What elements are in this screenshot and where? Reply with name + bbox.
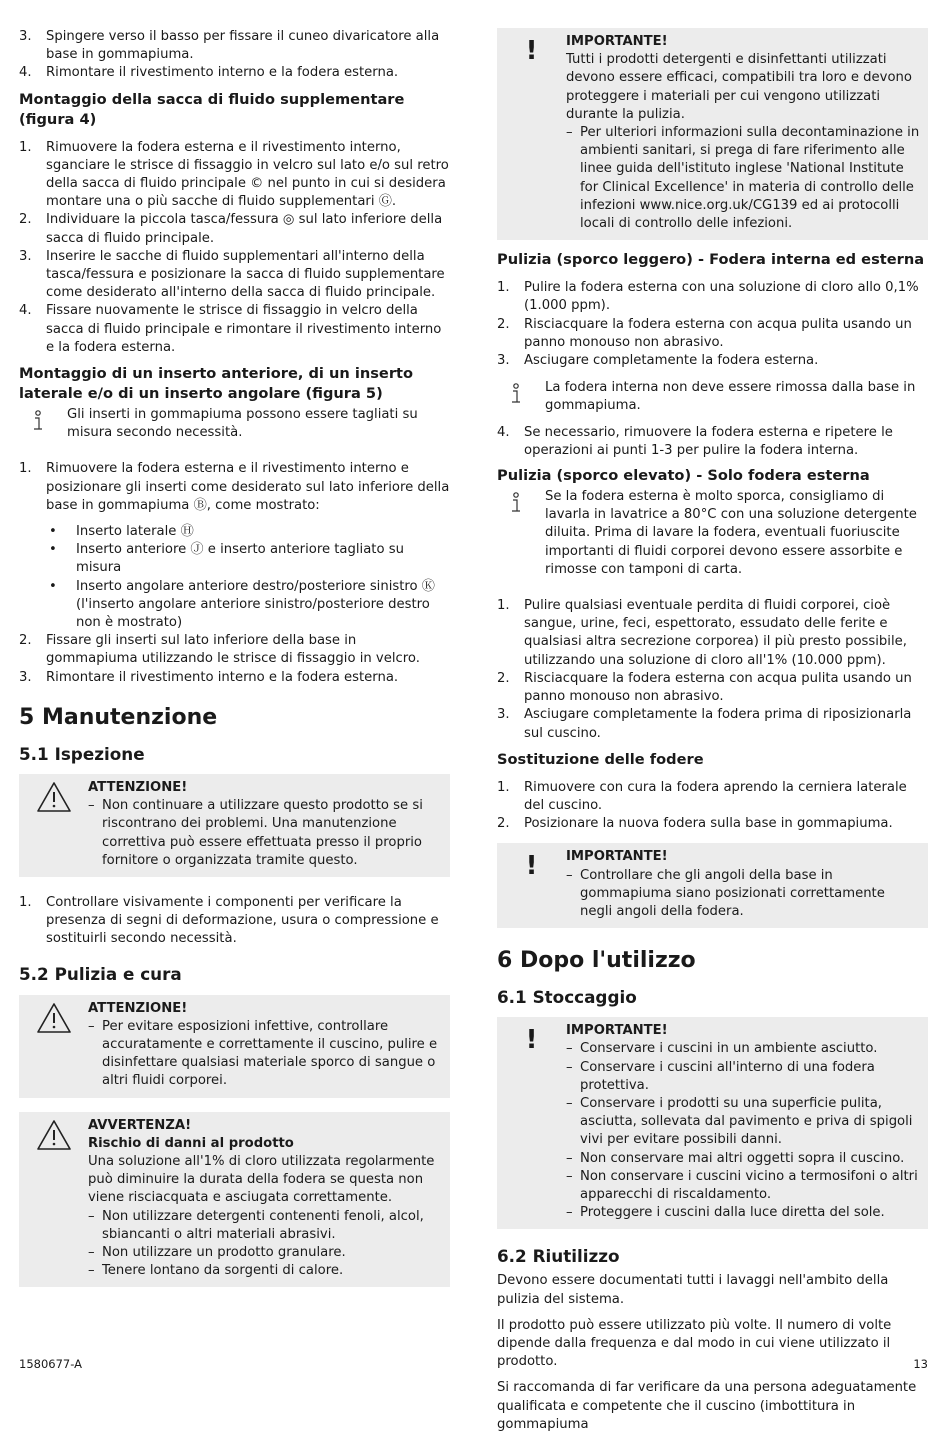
step-number: 2. xyxy=(497,816,510,832)
important-item: – Controllare che gli angoli della base in gommapiuma siano posizionati correttamente negli angoli della fodera. xyxy=(566,867,885,919)
step-text: Rimuovere la fodera esterna e il rivestimento interno, sganciare le strisce di fissaggio in velcro sul lato e/o sul retro della sacca di fluido principale © nel punto in cui si desidera montare una o più sacche di fluido supplementari Ⓖ. xyxy=(46,139,449,210)
step-number: 2. xyxy=(19,212,32,228)
section-6-1-title: 6.1 Stoccaggio xyxy=(497,987,637,1008)
section-6-2-title: 6.2 Riutilizzo xyxy=(497,1246,620,1267)
list-item xyxy=(497,597,928,670)
important-item-text: Non conservare mai altri oggetti sopra il cuscino. xyxy=(580,1150,905,1166)
important-box xyxy=(497,28,928,240)
bullet-text: Inserto anteriore Ⓙ e inserto anteriore tagliato su misura xyxy=(76,542,404,576)
insert-bullet-list xyxy=(49,523,450,632)
step-text: Risciacquare la fodera esterna con acqua pulita usando un panno monouso non abrasivo. xyxy=(524,316,912,350)
step-text: Individuare la piccola tasca/fessura ◎ sul lato inferiore della sacca di fluido principale. xyxy=(46,212,443,246)
warning-item-text: Non continuare a utilizzare questo prodotto se si riscontrano dei problemi. Una manutenzione correttiva può essere effettuata presso il proprio fornitore o organizzata tramite questo. xyxy=(102,798,423,868)
important-item-text: Conservare i prodotti su una superficie pulita, asciutta, sollevata dal pavimento e priva di spigoli vivi per evitare possibili danni. xyxy=(580,1095,913,1148)
section-5-2-title: 5.2 Pulizia e cura xyxy=(19,963,182,984)
important-item: – Conservare i cuscini all'interno di una fodera protettiva. xyxy=(566,1059,875,1093)
replace-covers-heading: Sostituzione delle fodere xyxy=(497,750,704,768)
heavy-cleaning-heading: Pulizia (sporco elevato) - Solo fodera esterna xyxy=(497,467,870,485)
step-text: Asciugare completamente la fodera esterna. xyxy=(524,353,819,369)
right-column xyxy=(497,28,928,1434)
list-item xyxy=(497,670,928,706)
info-icon xyxy=(497,379,545,405)
insert-step-list xyxy=(19,460,450,515)
left-column xyxy=(19,28,450,1287)
list-item xyxy=(19,248,450,303)
step-text: Inserire le sacche di fluido supplementari all'interno della tasca/fessura e posizionare la sacca di fluido supplementare come desiderato all'interno della sacca di fluido principale. xyxy=(46,248,445,301)
caution-body: Una soluzione all'1% di cloro utilizzata regolarmente può diminuire la durata della fodera se questa non viene risciacquata e asciugata correttamente. xyxy=(88,1153,435,1206)
light-cleaning-heading: Pulizia (sporco leggero) - Fodera interna ed esterna xyxy=(497,251,925,269)
warning-title: ATTENZIONE! xyxy=(88,1000,188,1016)
step-number: 3. xyxy=(497,353,510,369)
important-title: IMPORTANTE! xyxy=(566,34,668,49)
step-text: Rimuovere la fodera esterna e il rivestimento interno e posizionare gli inserti come desiderato sul lato inferiore della base in gommapiuma Ⓑ, come mostrato: xyxy=(46,461,450,513)
list-item xyxy=(19,669,450,687)
warning-item: – Per evitare esposizioni infettive, controllare accuratamente e correttamente il cuscino, pulire e disinfettare qualsiasi materiale sporco di sangue o altri fluidi corporei. xyxy=(88,1018,438,1089)
list-item: • Inserto laterale Ⓗ xyxy=(49,524,194,540)
paragraph: Il prodotto può essere utilizzato più volte. Il numero di volte dipende dalla frequenza e dal modo in cui viene utilizzato il prodotto. xyxy=(497,1317,892,1370)
important-title: IMPORTANTE! xyxy=(566,849,668,865)
step-number: 4. xyxy=(497,424,510,440)
list-item xyxy=(497,352,928,370)
step-number: 3. xyxy=(19,669,32,685)
important-item: – Non conservare i cuscini vicino a termosifoni o altri apparecchi di riscaldamento. xyxy=(566,1168,918,1202)
warning-triangle-icon xyxy=(19,1000,88,1034)
important-item: – Per ulteriori informazioni sulla decontaminazione in ambienti sanitari, si prega di fare riferimento alle linee guida dell'istituto inglese 'National Institute for Clinical Excellence' in materia di controllo delle infezioni www.nice.org.uk/CG139 ed ai protocolli locali di controllo delle infezioni. xyxy=(566,125,920,232)
list-item: • Inserto angolare anteriore destro/posteriore sinistro Ⓚ (l'inserto angolare anteriore sinistro/posteriore destro non è mostrato) xyxy=(49,578,435,631)
bullet-text: Inserto angolare anteriore destro/posteriore sinistro Ⓚ (l'inserto angolare anteriore sinistro/posteriore destro non è mostrato) xyxy=(76,578,435,631)
warning-box xyxy=(19,774,450,877)
step-number: 1. xyxy=(497,779,510,795)
info-note xyxy=(19,406,450,442)
step-text: Asciugare completamente la fodera prima di riposizionarla sul cuscino. xyxy=(524,707,912,741)
list-item xyxy=(497,706,928,742)
important-item: – Non conservare mai altri oggetti sopra il cuscino. xyxy=(566,1150,905,1166)
important-item-text: Controllare che gli angoli della base in gommapiuma siano posizionati correttamente negli angoli della fodera. xyxy=(580,867,885,919)
info-note xyxy=(497,379,928,415)
caution-item-text: Non utilizzare detergenti contenenti fenoli, alcol, sbiancanti o altri materiali abrasivi. xyxy=(102,1208,424,1242)
step-text: Risciacquare la fodera esterna con acqua pulita usando un panno monouso non abrasivo. xyxy=(524,670,912,705)
fluid-bag-step-list xyxy=(19,139,450,357)
step-text: Pulire la fodera esterna con una soluzione di cloro allo 0,1% (1.000 ppm). xyxy=(524,280,919,314)
note-text: Se la fodera esterna è molto sporca, consigliamo di lavarla in lavatrice a 80°C con una soluzione detergente diluita. Prima di lavare la fodera, eventuali fuoriuscite importanti di fluidi corporei devono essere assorbite e rimosse con tamponi di carta. xyxy=(545,489,917,577)
step-number: 1. xyxy=(19,894,32,910)
light-cleaning-step-list xyxy=(497,279,928,370)
step-text: Posizionare la nuova fodera sulla base in gommapiuma. xyxy=(524,816,893,832)
section-5-1-title: 5.1 Ispezione xyxy=(19,743,145,764)
caution-item: – Non utilizzare un prodotto granulare. xyxy=(88,1244,346,1260)
step-number: 4. xyxy=(19,303,32,319)
list-item xyxy=(19,302,450,357)
info-note xyxy=(497,488,928,579)
step-text: Fissare nuovamente le strisce di fissaggio in velcro della sacca di fluido principale e rimontare il rivestimento interno e la fodera esterna. xyxy=(46,303,442,355)
step-number: 3. xyxy=(497,707,510,723)
list-item xyxy=(19,894,450,949)
list-item xyxy=(19,632,450,668)
step-number: 4. xyxy=(19,65,32,81)
warning-title: ATTENZIONE! xyxy=(88,779,188,795)
document-number: 1580677-A xyxy=(19,1357,82,1371)
list-item: • Inserto anteriore Ⓙ e inserto anteriore tagliato su misura xyxy=(49,542,404,576)
bullet-text: Inserto laterale Ⓗ xyxy=(76,524,194,540)
section-5-title: 5 Manutenzione xyxy=(19,704,218,730)
list-item xyxy=(19,64,450,82)
section-6-title: 6 Dopo l'utilizzo xyxy=(497,948,696,974)
important-item-text: Per ulteriori informazioni sulla decontaminazione in ambienti sanitari, si prega di fare riferimento alle linee guida dell'istituto inglese 'National Institute for Clinical Excellence' in materia di controllo delle infezioni www.nice.org.uk/CG139 ed ai protocolli locali di controllo delle infezioni. xyxy=(580,125,920,232)
replace-covers-step-list xyxy=(497,779,928,834)
list-item xyxy=(19,211,450,247)
important-box xyxy=(497,1017,928,1229)
caution-item: – Tenere lontano da sorgenti di calore. xyxy=(88,1263,344,1279)
important-body: Tutti i prodotti detergenti e disinfettanti utilizzati devono essere efficaci, compatibili tra loro e devono proteggere i materiali per cui vengono utilizzati durante la pulizia. xyxy=(566,52,912,122)
insert-heading: Montaggio di un inserto anteriore, di un inserto laterale e/o di un inserto angolare (figura 5) xyxy=(19,365,414,403)
list-item xyxy=(19,139,450,212)
exclamation-icon: ! xyxy=(525,851,538,882)
important-box xyxy=(497,843,928,928)
step-number: 2. xyxy=(497,670,510,686)
step-number: 2. xyxy=(19,633,32,649)
insert-step-list-continued xyxy=(19,632,450,687)
fluid-bag-heading: Montaggio della sacca di fluido supplementare (figura 4) xyxy=(19,90,405,128)
important-item-text: Conservare i cuscini all'interno di una fodera protettiva. xyxy=(580,1059,875,1093)
important-item: – Conservare i cuscini in un ambiente asciutto. xyxy=(566,1041,878,1057)
step-text: Controllare visivamente i componenti per verificare la presenza di segni di deformazione, usura o compressione e sostituirli secondo necessità. xyxy=(46,894,439,947)
paragraph: Devono essere documentati tutti i lavaggi nell'ambito della pulizia del sistema. xyxy=(497,1273,889,1307)
step-text: Fissare gli inserti sul lato inferiore della base in gommapiuma utilizzando le strisce di fissaggio in velcro. xyxy=(46,633,420,667)
caution-item-text: Tenere lontano da sorgenti di calore. xyxy=(102,1263,344,1279)
step-number: 1. xyxy=(19,139,32,155)
info-icon xyxy=(19,406,67,432)
step-number: 2. xyxy=(497,316,510,332)
inspection-step-list xyxy=(19,894,450,949)
important-item: – Proteggere i cuscini dalla luce diretta del sole. xyxy=(566,1205,885,1221)
step-text: Spingere verso il basso per fissare il cuneo divaricatore alla base in gommapiuma. xyxy=(46,29,440,63)
caution-item-text: Non utilizzare un prodotto granulare. xyxy=(102,1244,346,1260)
list-item xyxy=(497,316,928,352)
step-number: 3. xyxy=(19,29,32,44)
important-item: – Conservare i prodotti su una superficie pulita, asciutta, sollevata dal pavimento e priva di spigoli vivi per evitare possibili danni. xyxy=(566,1095,913,1148)
caution-box xyxy=(19,1112,450,1288)
step-number: 1. xyxy=(497,598,510,614)
step-text: Pulire qualsiasi eventuale perdita di fluidi corporei, cioè sangue, urine, feci, espettorato, essudato delle ferite e qualsiasi altra secrezione corporea) il più presto possibile, utilizzando una soluzione di cloro all'1% (10.000 ppm). xyxy=(524,598,907,668)
info-icon xyxy=(497,488,545,514)
page-number: 13 xyxy=(913,1357,928,1371)
list-item xyxy=(497,424,928,460)
list-item xyxy=(497,279,928,315)
list-item xyxy=(19,28,450,64)
list-item xyxy=(19,460,450,515)
step-text: Se necessario, rimuovere la fodera esterna e ripetere le operazioni ai punti 1-3 per pulire la fodera interna. xyxy=(524,424,893,458)
step-text: Rimontare il rivestimento interno e la fodera esterna. xyxy=(46,65,399,81)
list-item xyxy=(497,815,928,833)
step-number: 1. xyxy=(497,280,510,296)
paragraph: Si raccomanda di far verificare da una persona adeguatamente qualificata e competente che il cuscino (imbottitura in gommapiuma xyxy=(497,1380,917,1432)
important-item-text: Proteggere i cuscini dalla luce diretta del sole. xyxy=(580,1205,885,1221)
warning-triangle-icon xyxy=(19,1117,88,1151)
step-text: Rimuovere con cura la fodera aprendo la cerniera laterale del cuscino. xyxy=(524,779,907,813)
caution-title: AVVERTENZA! xyxy=(88,1117,192,1133)
step-number: 1. xyxy=(19,461,32,477)
important-item-text: Non conservare i cuscini vicino a termosifoni o altri apparecchi di riscaldamento. xyxy=(580,1168,918,1202)
warning-triangle-icon xyxy=(19,779,88,813)
important-item-text: Conservare i cuscini in un ambiente asciutto. xyxy=(580,1041,878,1057)
heavy-cleaning-step-list xyxy=(497,597,928,743)
note-text: Gli inserti in gommapiuma possono essere tagliati su misura secondo necessità. xyxy=(67,407,418,441)
intro-step-list xyxy=(19,28,450,83)
light-cleaning-step-list-continued xyxy=(497,424,928,460)
warning-item: – Non continuare a utilizzare questo prodotto se si riscontrano dei problemi. Una manutenzione correttiva può essere effettuata presso il proprio fornitore o organizzata tramite questo. xyxy=(88,798,423,868)
important-title: IMPORTANTE! xyxy=(566,1023,668,1039)
warning-box xyxy=(19,995,450,1098)
list-item xyxy=(497,779,928,815)
exclamation-icon: ! xyxy=(525,1025,538,1056)
step-number: 3. xyxy=(19,248,32,264)
note-text: La fodera interna non deve essere rimossa dalla base in gommapiuma. xyxy=(545,380,916,414)
exclamation-icon: ! xyxy=(525,36,538,66)
step-text: Rimontare il rivestimento interno e la fodera esterna. xyxy=(46,669,399,685)
caution-subtitle: Rischio di danni al prodotto xyxy=(88,1135,294,1151)
warning-item-text: Per evitare esposizioni infettive, controllare accuratamente e correttamente il cuscino, pulire e disinfettare qualsiasi materiale sporco di sangue o altri fluidi corporei. xyxy=(102,1018,438,1089)
caution-item: – Non utilizzare detergenti contenenti fenoli, alcol, sbiancanti o altri materiali abrasivi. xyxy=(88,1208,424,1242)
